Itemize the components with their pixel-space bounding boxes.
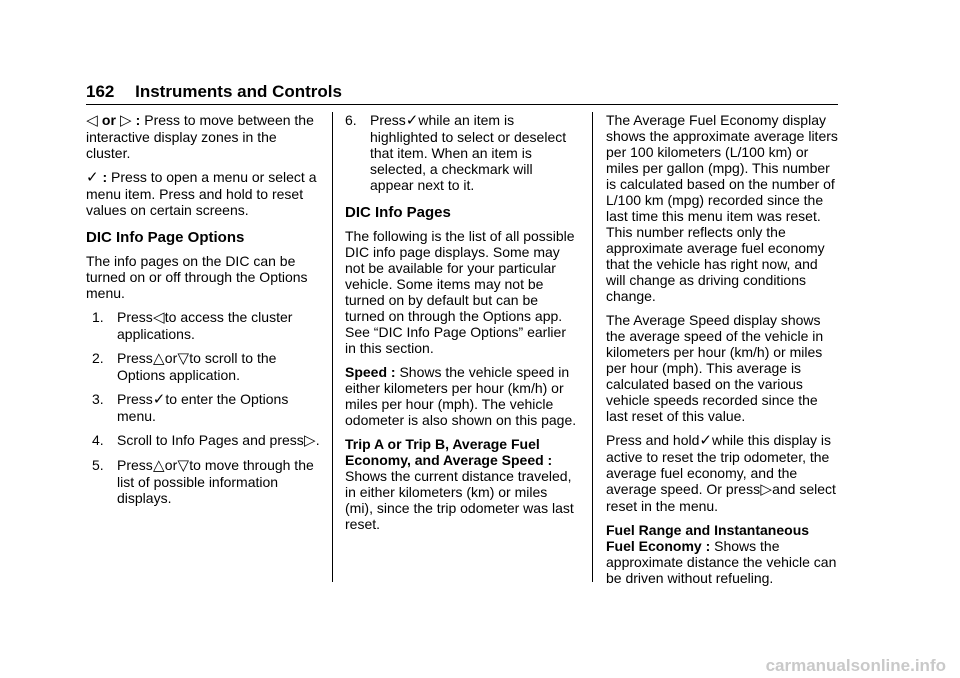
paragraph-reset: Press and hold✓while this display is active to reset the trip odometer, the average fuel economy, and the average speed. Or press▷and select reset in the menu. bbox=[606, 432, 836, 514]
check-icon: ✓ bbox=[699, 432, 712, 449]
left-arrow-icon: ◁ bbox=[86, 112, 98, 129]
header-rule bbox=[86, 104, 838, 105]
paragraph-fuel-range: Fuel Range and Instantaneous Fuel Economy : Shows the approximate distance the vehicle can be driven without refueling. bbox=[606, 522, 837, 586]
paragraph-text: Press to move between the interactive display zones in the cluster. bbox=[86, 112, 314, 161]
steps-list-continued bbox=[345, 112, 579, 193]
paragraph-fuel-economy: The Average Fuel Economy display shows the approximate average liters per 100 kilometers (L/100 km) or miles per gallon (mpg). This number is calculated based on the number of L/100 km (mpg) recorded since the last time this menu item was reset. This number reflects only the approximate average fuel economy that the vehicle has right now, and will change as driving conditions change. bbox=[606, 112, 838, 304]
check-icon: ✓ bbox=[86, 169, 99, 186]
right-arrow-icon: ▷ bbox=[760, 481, 772, 498]
paragraph-intro: The info pages on the DIC can be turned on or off through the Options menu. bbox=[86, 253, 308, 301]
column-3 bbox=[606, 112, 840, 594]
page-number: 162 bbox=[86, 82, 115, 101]
colon: : bbox=[102, 169, 108, 185]
paragraph-average-speed: The Average Speed display shows the average speed of the vehicle in kilometers per hour (km/h) or miles per hour (mph). This average is calculated based on the various vehicle speeds recorded since the last reset of this value. bbox=[606, 312, 824, 424]
section-heading: DIC Info Pages bbox=[345, 204, 451, 221]
colon: : bbox=[135, 112, 141, 128]
steps-list bbox=[86, 309, 320, 506]
paragraph-left-right bbox=[86, 112, 320, 161]
page-header bbox=[86, 82, 838, 102]
down-arrow-icon: ▽ bbox=[177, 350, 190, 367]
or-label: or bbox=[101, 112, 116, 128]
watermark: carmanualsonline.info bbox=[765, 656, 946, 675]
check-icon: ✓ bbox=[152, 391, 166, 408]
up-arrow-icon: △ bbox=[153, 350, 165, 367]
right-arrow-icon: ▷ bbox=[120, 112, 132, 129]
paragraph-check bbox=[86, 169, 320, 218]
term-label: Fuel Range and Instantaneous Fuel Economy : bbox=[606, 522, 810, 554]
section-title: Instruments and Controls bbox=[135, 82, 342, 101]
column-1 bbox=[86, 112, 320, 514]
term-label: Trip A or Trip B, Average Fuel Economy, and Average Speed : bbox=[345, 436, 553, 468]
list-item: 2. Press△or▽to scroll to the Options application. bbox=[92, 350, 277, 383]
right-arrow-icon: ▷ bbox=[304, 432, 316, 449]
section-heading: DIC Info Page Options bbox=[86, 229, 245, 246]
paragraph-speed: Speed : Shows the vehicle speed in either kilometers per hour (km/h) or miles per hour (mph). The vehicle odometer is also shown on this page. bbox=[345, 364, 577, 428]
down-arrow-icon: ▽ bbox=[177, 457, 190, 474]
term-label: Speed : bbox=[345, 364, 396, 380]
column-2 bbox=[345, 112, 579, 540]
paragraph-intro: The following is the list of all possible DIC info page displays. Some may not be available for your particular vehicle. Some items may not be turned on by default but can be turned on through the Options app. See “DIC Info Page Options” earlier in this section. bbox=[345, 228, 575, 356]
paragraph-trip: Trip A or Trip B, Average Fuel Economy, and Average Speed : Shows the current distance traveled, in either kilometers (km) or miles (mi), since the trip odometer was last reset. bbox=[345, 436, 574, 532]
list-item: 5. Press△or▽to move through the list of possible information displays. bbox=[92, 457, 314, 506]
column-divider bbox=[592, 112, 593, 582]
check-icon: ✓ bbox=[405, 112, 419, 129]
list-item: 6. Press✓while an item is highlighted to select or deselect that item. When an item is selected, a checkmark will appear next to it. bbox=[345, 112, 567, 193]
column-divider bbox=[332, 112, 333, 582]
up-arrow-icon: △ bbox=[153, 457, 165, 474]
list-item: 4. Scroll to Info Pages and press▷. bbox=[92, 432, 320, 449]
list-item: 3. Press✓to enter the Options menu. bbox=[92, 391, 289, 424]
left-arrow-icon: ◁ bbox=[153, 309, 165, 326]
paragraph-text: Press to open a menu or select a menu item. Press and hold to reset values on certain screens. bbox=[86, 169, 317, 218]
list-item: 1. Press◁to access the cluster applications. bbox=[92, 309, 293, 342]
